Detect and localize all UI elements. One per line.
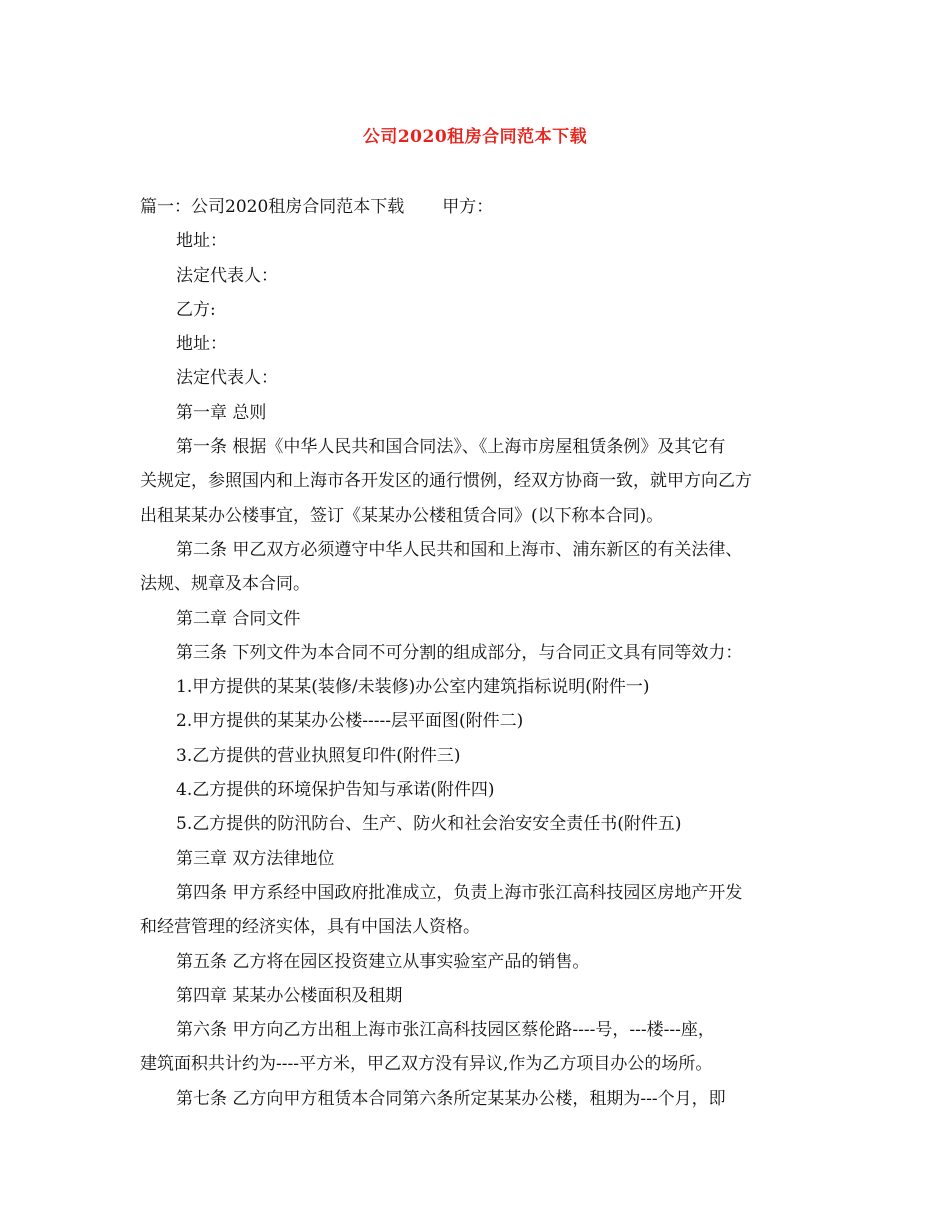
document-body [140, 190, 820, 1116]
text-line: 建筑面积共计约为----平方米，甲乙双方没有异议,作为乙方项目办公的场所。 [140, 1054, 713, 1075]
intro-heading: 篇一：公司2020租房合同范本下载 [140, 197, 405, 217]
text-line: 地址： [176, 334, 227, 355]
text-line: 3.乙方提供的营业执照复印件(附件三) [176, 745, 461, 766]
text-line: 5.乙方提供的防汛防台、生产、防火和社会治安安全责任书(附件五) [176, 814, 682, 835]
paragraph-lines [140, 224, 820, 1116]
text-line: 第五条 乙方将在园区投资建立从事实验室产品的销售。 [176, 951, 590, 972]
document-title: 公司2020租房合同范本下载 [362, 127, 588, 147]
text-line: 第四章 某某办公楼面积及租期 [176, 985, 403, 1006]
text-line: 第三条 下列文件为本合同不可分割的组成部分，与合同正文具有同等效力： [176, 642, 743, 663]
intro-line [140, 190, 820, 224]
text-line: 法定代表人： [176, 265, 278, 286]
text-line: 乙方: [176, 299, 216, 320]
party-a-label: 甲方： [442, 197, 494, 217]
text-line: 第一条 根据《中华人民共和国合同法》、《上海市房屋租赁条例》及其它有 [176, 437, 726, 458]
text-line: 第二条 甲乙双方必须遵守中华人民共和国和上海市、浦东新区的有关法律、 [176, 539, 743, 560]
text-line: 地址： [176, 231, 227, 252]
text-line: 第二章 合同文件 [176, 608, 301, 629]
text-line: 4.乙方提供的环境保护告知与承诺(附件四) [176, 780, 495, 801]
text-line: 第七条 乙方向甲方租赁本合同第六条所定某某办公楼，租期为---个月，即 [176, 1088, 726, 1109]
text-line: 第三章 双方法律地位 [176, 848, 335, 869]
text-line: 2.甲方提供的某某办公楼-----层平面图(附件二) [176, 711, 524, 732]
text-line: 法定代表人： [176, 368, 278, 389]
text-line: 1.甲方提供的某某(装修/未装修)办公室内建筑指标说明(附件一) [176, 677, 650, 698]
text-line: 和经营管理的经济实体，具有中国法人资格。 [140, 917, 480, 938]
text-line: 法规、规章及本合同。 [140, 574, 310, 595]
text-line: 关规定，参照国内和上海市各开发区的通行惯例，经双方协商一致，就甲方向乙方 [140, 471, 752, 492]
text-line: 第六条 甲方向乙方出租上海市张江高科技园区蔡伦路----号，---楼---座， [176, 1020, 715, 1041]
text-line: 第一章 总则 [176, 402, 267, 423]
text-line: 第四条 甲方系经中国政府批准成立，负责上海市张江高科技园区房地产开发 [176, 882, 743, 903]
text-line: 出租某某办公楼事宜，签订《某某办公楼租赁合同》(以下称本合同)。 [140, 505, 664, 526]
